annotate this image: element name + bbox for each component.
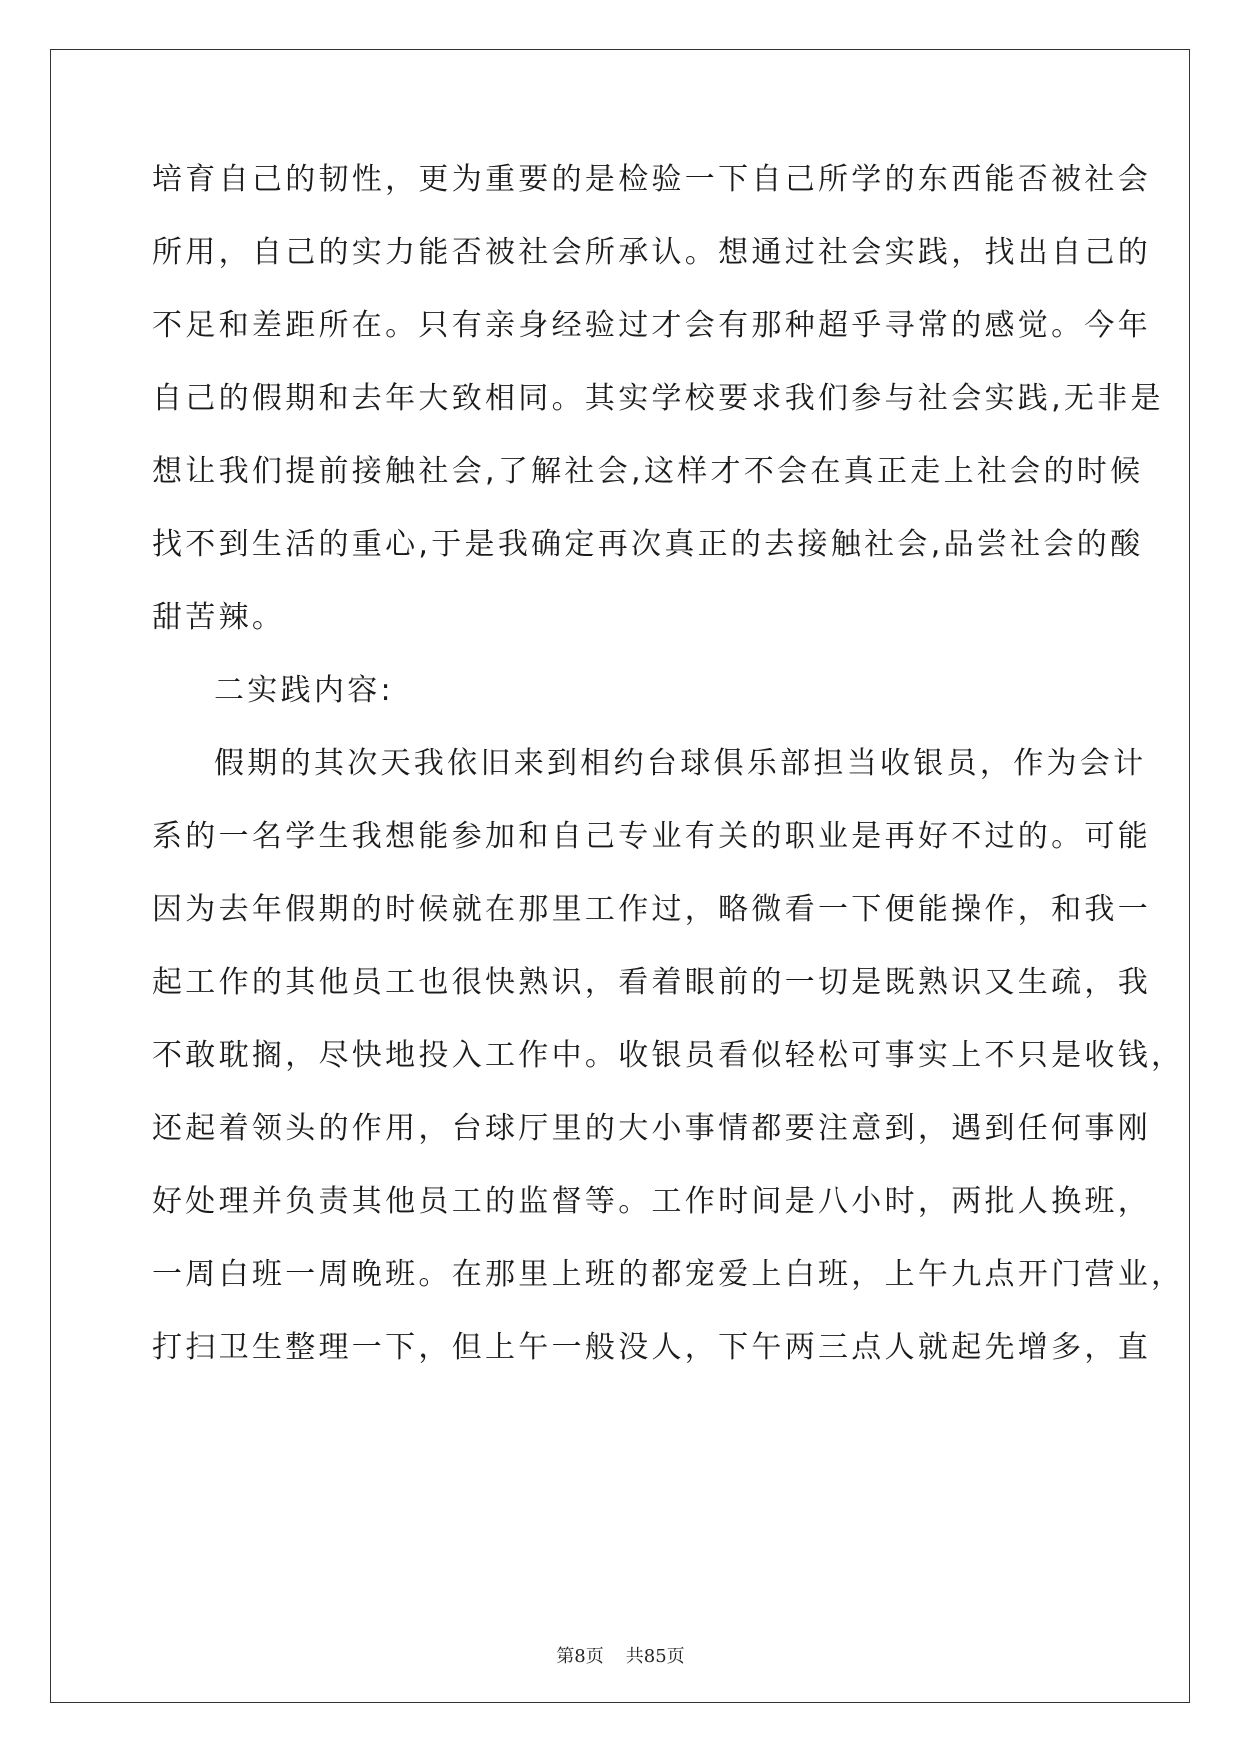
text-line: 培育自己的韧性，更为重要的是检验一下自己所学的东西能否被社会 bbox=[152, 162, 1151, 197]
page-number-total: 共85页 bbox=[625, 1646, 685, 1667]
text-line: 所用，自己的实力能否被社会所承认。想通过社会实践，找出自己的 bbox=[152, 235, 1151, 270]
text-line: 还起着领头的作用，台球厅里的大小事情都要注意到，遇到任何事刚 bbox=[152, 1111, 1151, 1146]
text-line: 自己的假期和去年大致相同。其实学校要求我们参与社会实践,无非是 bbox=[152, 381, 1164, 416]
text-line: 不敢耽搁，尽快地投入工作中。收银员看似轻松可事实上不只是收钱， bbox=[152, 1038, 1185, 1073]
page-number-current: 第8页 bbox=[556, 1646, 604, 1667]
page-border bbox=[50, 49, 1190, 1703]
text-line: 因为去年假期的时候就在那里工作过，略微看一下便能操作，和我一 bbox=[152, 892, 1151, 927]
page-footer bbox=[0, 1642, 1241, 1668]
section-heading: 二实践内容: bbox=[214, 673, 394, 708]
text-line: 假期的其次天我依旧来到相约台球俱乐部担当收银员，作为会计 bbox=[214, 746, 1147, 781]
text-line: 好处理并负责其他员工的监督等。工作时间是八小时，两批人换班， bbox=[152, 1184, 1151, 1219]
text-line: 一周白班一周晚班。在那里上班的都宠爱上白班，上午九点开门营业， bbox=[152, 1257, 1185, 1292]
text-line: 找不到生活的重心,于是我确定再次真正的去接触社会,品尝社会的酸 bbox=[152, 527, 1144, 562]
text-line: 想让我们提前接触社会,了解社会,这样才不会在真正走上社会的时候 bbox=[152, 454, 1144, 489]
text-line: 甜苦辣。 bbox=[152, 600, 286, 635]
text-line: 起工作的其他员工也很快熟识，看着眼前的一切是既熟识又生疏，我 bbox=[152, 965, 1151, 1000]
text-line: 打扫卫生整理一下，但上午一般没人，下午两三点人就起先增多，直 bbox=[152, 1330, 1151, 1365]
text-line: 不足和差距所在。只有亲身经验过才会有那种超乎寻常的感觉。今年 bbox=[152, 308, 1151, 343]
text-line: 系的一名学生我想能参加和自己专业有关的职业是再好不过的。可能 bbox=[152, 819, 1151, 854]
